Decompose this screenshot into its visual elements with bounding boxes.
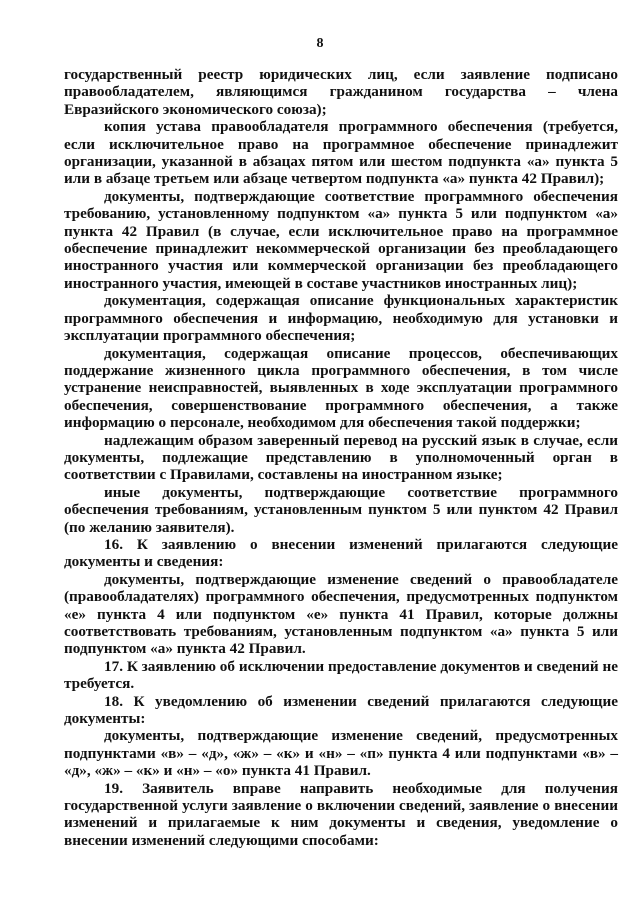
paragraph-item-17: 17. К заявлению об исключении предоставление документов и сведений не требуется. (64, 657, 618, 693)
paragraph-item-19: 19. Заявитель вправе направить необходимые для получения государственной услуги заявление о включении сведений, заявление о внесении изменений и прилагаемые к ним документы и сведения, уведомление о внесении изменений следующими способами: (64, 779, 618, 849)
document-body (64, 66, 618, 849)
paragraph-continuation: государственный реестр юридических лиц, если заявление подписано правообладателем, являющимся гражданином государства – члена Евразийского экономического союза); (64, 66, 618, 118)
paragraph-compliance-documents: документы, подтверждающие соответствие программного обеспечения требованию, установленному подпунктом «а» пункта 5 или подпунктом «а» пункта 42 Правил (в случае, если исключительное право на программное обеспечение принадлежит некоммерческой организации без преобладающего иностранного участия или коммерческой организации без преобладающего иностранного участия, имеющей в составе участников иностранных лиц); (64, 187, 618, 292)
paragraph-other-documents: иные документы, подтверждающие соответствие программного обеспечения требованиям, установленным пунктом 5 или пунктом 42 Правил (по желанию заявителя). (64, 483, 618, 536)
paragraph-item-18: 18. К уведомлению об изменении сведений прилагаются следующие документы: (64, 692, 618, 728)
paragraph-translation: надлежащим образом заверенный перевод на русский язык в случае, если документы, подлежащие представлению в уполномоченный орган в соответствии с Правилами, составлены на иностранном языке; (64, 431, 618, 484)
paragraph-functional-documentation: документация, содержащая описание функциональных характеристик программного обеспечения и информацию, необходимую для установки и эксплуатации программного обеспечения; (64, 292, 618, 345)
paragraph-lifecycle-documentation: документация, содержащая описание процессов, обеспечивающих поддержание жизненного цикла программного обеспечения, в том числе устранение неисправностей, выявленных в ходе эксплуатации программного обеспечения, совершенствование программного обеспечения, а также информацию о персонале, необходимом для обеспечения такой поддержки; (64, 344, 618, 432)
paragraph-item-16: 16. К заявлению о внесении изменений прилагаются следующие документы и сведения: (64, 535, 618, 571)
paragraph-notification-documents: документы, подтверждающие изменение сведений, предусмотренных подпунктами «в» – «д», «ж» – «к» и «н» – «п» пункта 4 или подпунктами «в» – «д», «ж» – «к» и «н» – «о» пункта 41 Правил. (64, 727, 618, 780)
paragraph-charter-copy: копия устава правообладателя программного обеспечения (требуется, если исключительное право на программное обеспечение принадлежит организации, указанной в абзацах пятом или шестом подпункта «а» пункта 5 или в абзаце третьем или абзаце четвертом подпункта «а» пункта 42 Правил); (64, 118, 618, 188)
page-number: 8 (316, 36, 324, 51)
paragraph-change-documents: документы, подтверждающие изменение сведений о правообладателе (правообладателях) программного обеспечения, предусмотренных подпунктом «е» пункта 4 или подпунктом «е» пункта 41 Правил, которые должны соответствовать требованиям, установленным подпунктом «а» пункта 5 или подпунктом «а» пункта 42 Правил. (64, 570, 618, 658)
